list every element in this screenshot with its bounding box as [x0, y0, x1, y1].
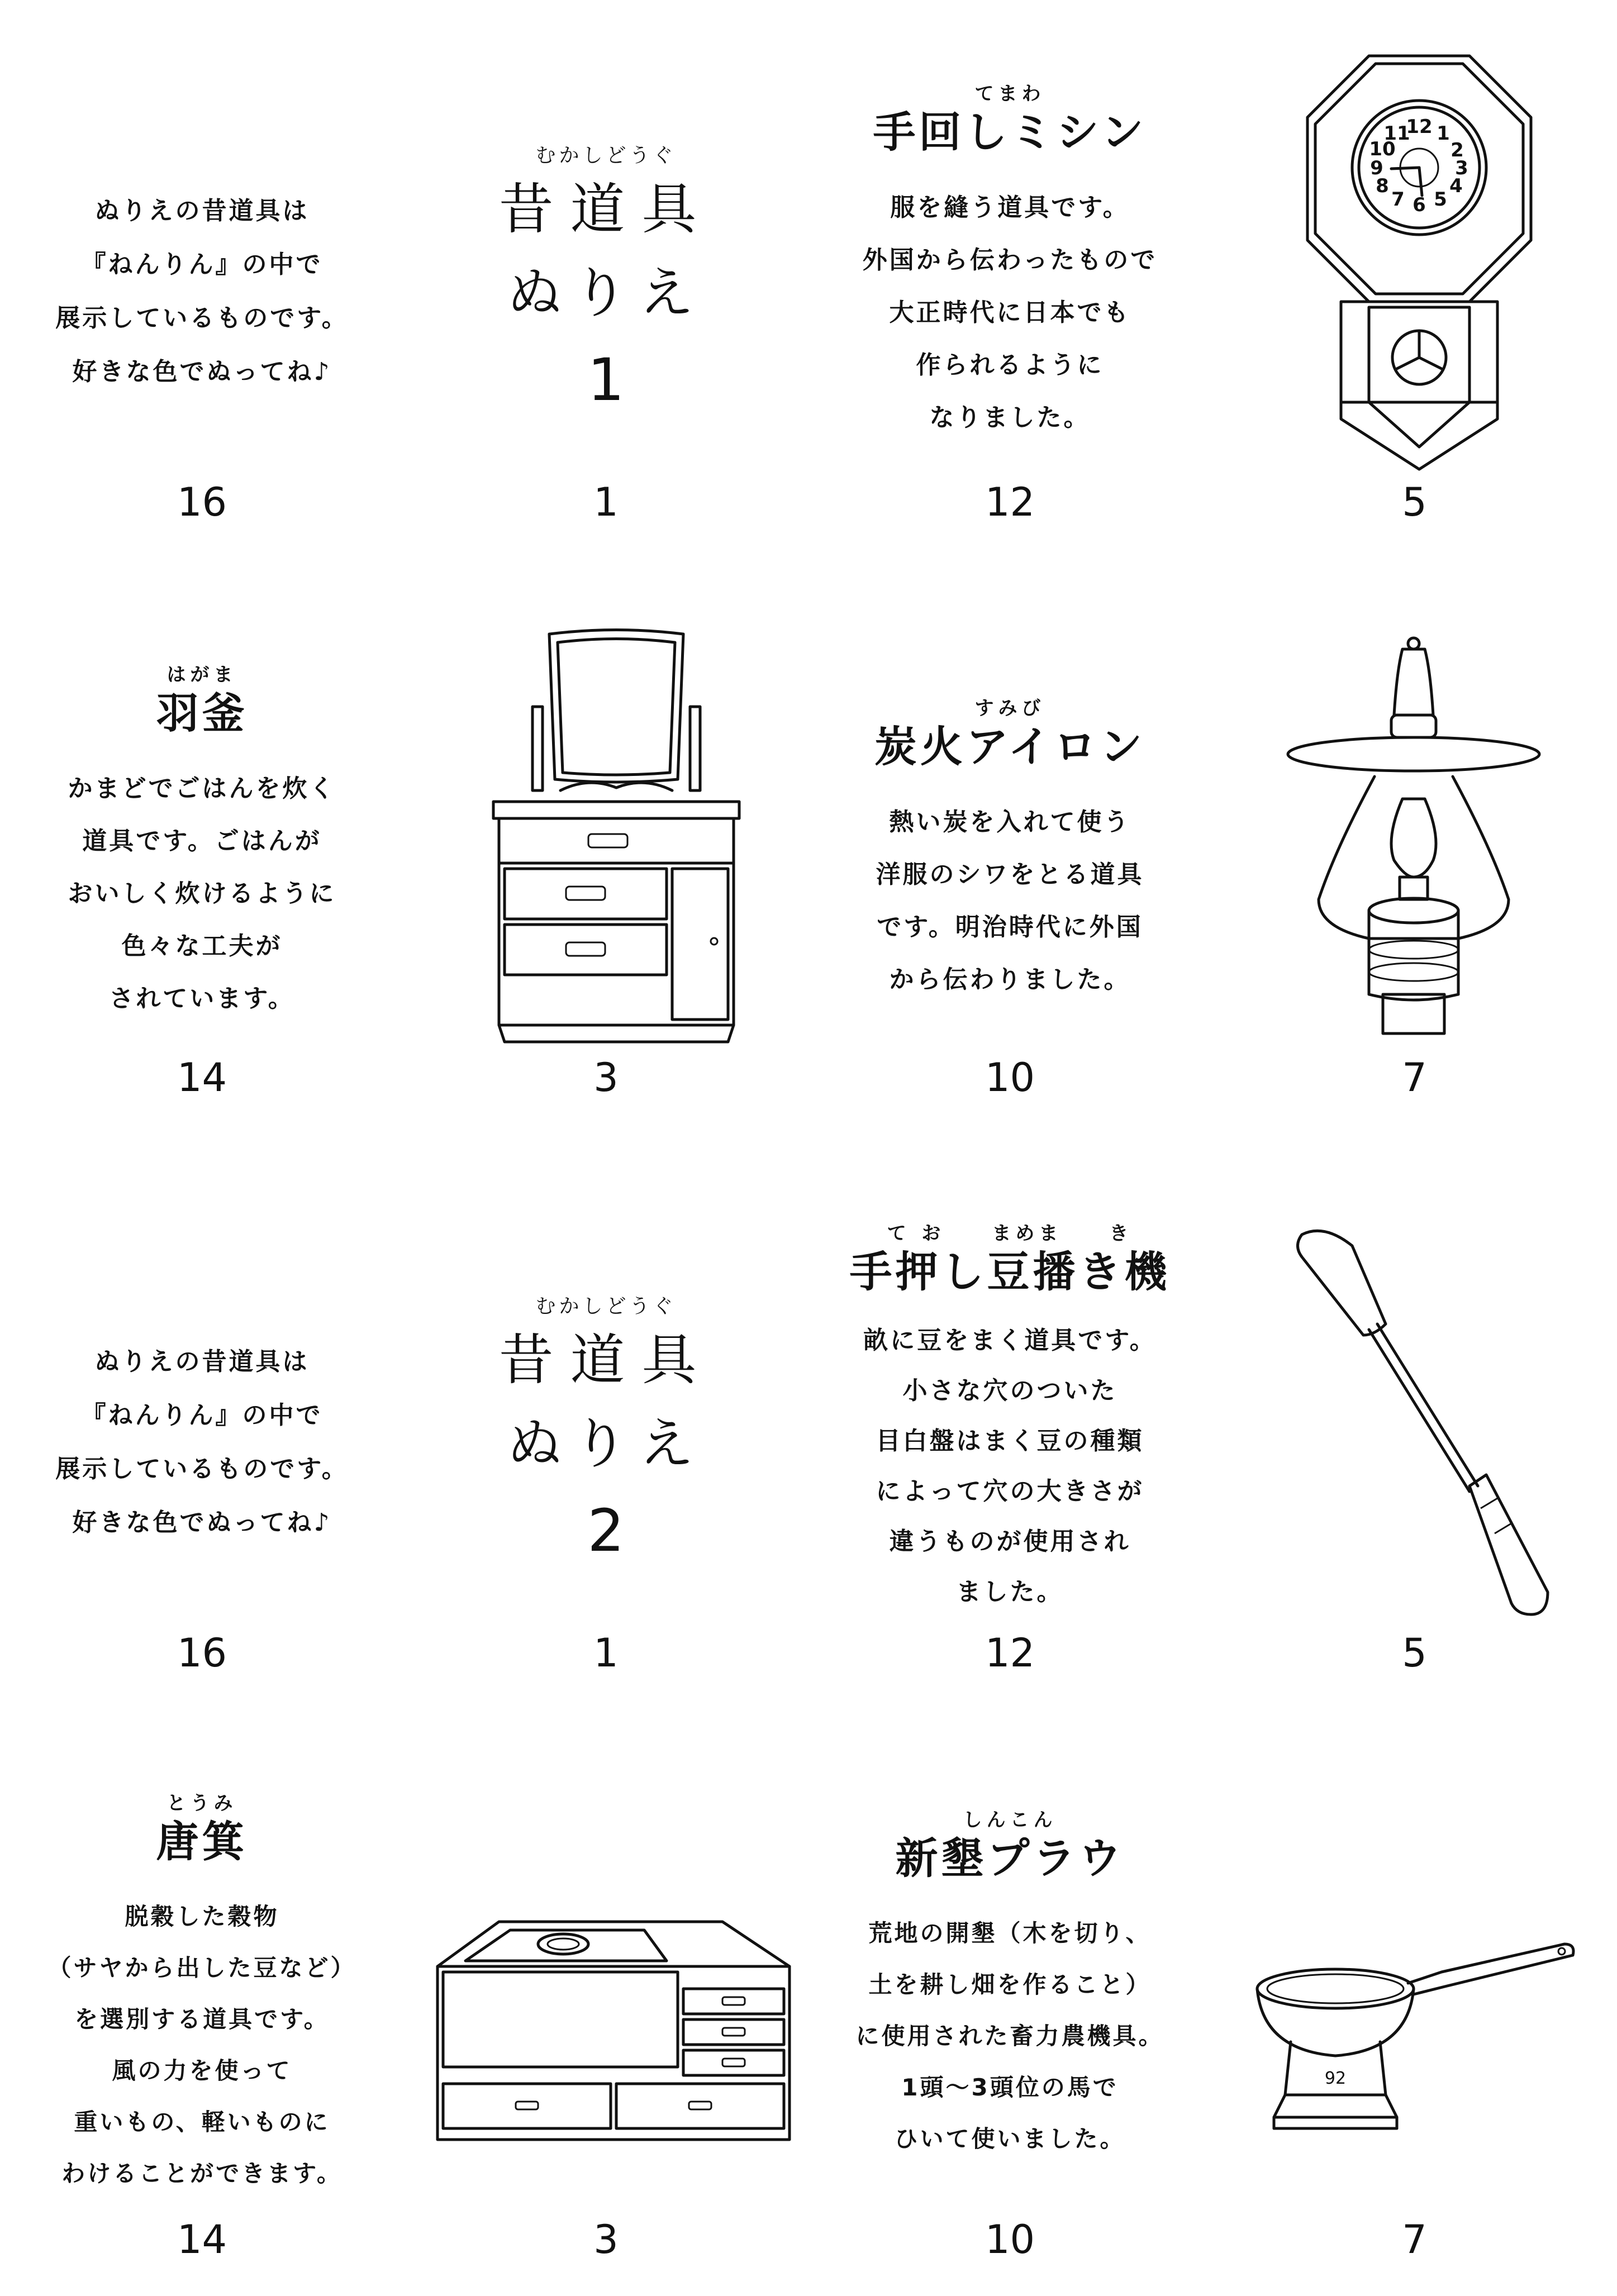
- page-number: 7: [1402, 1055, 1427, 1101]
- cover-title: 昔道具: [498, 1328, 714, 1392]
- clock-numeral: 9: [1370, 157, 1383, 179]
- intro-line: 展示しているものです。: [55, 1455, 349, 1483]
- intro-line: 好きな色でぬってね♪: [72, 358, 332, 386]
- description-line: によって穴の大きさが: [876, 1477, 1144, 1506]
- description-line: を選別する道具です。: [74, 2006, 330, 2033]
- item-title: 手押し豆播き機: [849, 1247, 1171, 1297]
- item-panel-mishin: [808, 0, 1212, 570]
- description-line: 土を耕し畑を作ること）: [868, 1971, 1152, 1998]
- item-description: [0, 1891, 404, 2199]
- description-line: されています。: [109, 984, 295, 1013]
- row-3: [0, 1151, 1617, 1721]
- cover-number: 2: [587, 1497, 625, 1565]
- description-line: 重いもの、軽いものに: [74, 2108, 330, 2136]
- clock-numeral: 8: [1376, 175, 1389, 197]
- item-title: 手回しミシン: [873, 107, 1147, 157]
- intro-panel: [0, 1151, 404, 1721]
- description-line: 目白盤はまく豆の種類: [876, 1427, 1144, 1455]
- page-number: 7: [1402, 2217, 1427, 2262]
- description-line: から伝わりました。: [889, 965, 1131, 994]
- item-description: [808, 182, 1212, 444]
- item-text: [0, 659, 404, 1025]
- oil-lamp-illustration: [1285, 637, 1542, 1039]
- item-panel-seeder: [808, 1151, 1212, 1721]
- cover-title: 昔道具: [498, 178, 714, 241]
- intro-line: ぬりえの昔道具は: [94, 197, 310, 225]
- description-line: 道具です。ごはんが: [82, 827, 322, 855]
- description-line: ひいて使いました。: [894, 2125, 1126, 2152]
- handled-pot-illustration: [1252, 1933, 1587, 2134]
- description-line: 外国から伝わったもので: [862, 246, 1158, 274]
- item-title: 炭火アイロン: [874, 722, 1146, 771]
- cover-panel: [404, 1151, 808, 1721]
- item-text: [808, 1804, 1212, 2165]
- illustration-panel-dresser: [404, 575, 808, 1145]
- page-number: 3: [593, 2217, 619, 2262]
- hand-trowel-illustration: [1291, 1223, 1559, 1626]
- description-line: 違うものが使用され: [889, 1527, 1131, 1556]
- description-line: かまどでごはんを炊く: [68, 774, 336, 803]
- clock-numeral: 4: [1449, 175, 1463, 197]
- description-line: （サヤから出した豆など）: [47, 1954, 356, 1981]
- item-description: [808, 796, 1212, 1006]
- item-description: [808, 1908, 1212, 2165]
- intro-line: ぬりえの昔道具は: [94, 1347, 310, 1376]
- page-number: 5: [1402, 1630, 1427, 1676]
- page-number: 10: [985, 1055, 1035, 1101]
- furigana: てまわ: [974, 83, 1045, 105]
- mirror-dresser-illustration: [488, 628, 745, 1047]
- page-number: 5: [1402, 479, 1427, 525]
- item-title: 新墾プラウ: [895, 1833, 1125, 1883]
- description-line: 洋服のシワをとる道具: [876, 860, 1144, 889]
- cover-number: 1: [587, 346, 625, 414]
- clock-numeral: 5: [1434, 188, 1447, 211]
- illustration-panel-trowel: [1212, 1151, 1616, 1721]
- intro-text: [0, 184, 404, 399]
- page-number: 12: [985, 1630, 1035, 1676]
- description-line: 熱い炭を入れて使う: [889, 808, 1131, 836]
- intro-line: 『ねんりん』の中で: [81, 1401, 323, 1430]
- illustration-panel-pan: [1212, 1726, 1616, 2296]
- page-number: 16: [177, 479, 227, 525]
- furigana: とうみ: [167, 1792, 237, 1814]
- intro-text: [0, 1335, 404, 1550]
- description-line: 色々な工夫が: [121, 932, 283, 960]
- intro-line: 好きな色でぬってね♪: [72, 1508, 332, 1537]
- row-2: [0, 575, 1617, 1145]
- item-title: 唐箕: [156, 1817, 248, 1866]
- furigana: すみび: [974, 697, 1045, 720]
- furigana: むかしどうぐ: [535, 1295, 677, 1318]
- page-number: 1: [593, 479, 619, 525]
- page-number: 10: [985, 2217, 1035, 2262]
- intro-panel: [0, 0, 404, 570]
- wall-clock-illustration: [1307, 56, 1531, 469]
- furigana: て お まめま き: [887, 1222, 1133, 1245]
- cover-subtitle: ぬりえ: [507, 261, 705, 325]
- cover-subtitle: ぬりえ: [507, 1412, 705, 1476]
- description-line: 服を縫う道具です。: [890, 193, 1130, 222]
- cover-title-block: [404, 140, 808, 422]
- page-number: 1: [593, 1630, 619, 1676]
- description-line: なりました。: [929, 403, 1091, 432]
- furigana: はがま: [167, 664, 237, 686]
- item-panel-plow: [808, 1726, 1212, 2296]
- clock-numeral: 6: [1413, 194, 1426, 216]
- item-description: [808, 1316, 1212, 1617]
- clock-numeral: 7: [1391, 188, 1405, 211]
- clock-numeral: 1: [1437, 122, 1450, 145]
- description-line: 小さな穴のついた: [902, 1376, 1117, 1405]
- description-line: ました。: [956, 1578, 1064, 1606]
- cover-title-block: [404, 1290, 808, 1573]
- description-line: 脱穀した穀物: [125, 1903, 279, 1930]
- illustration-panel-clock: [1212, 0, 1616, 570]
- page-number: 12: [985, 479, 1035, 525]
- winnowing-machine-illustration: [432, 1911, 801, 2145]
- furigana: しんこん: [963, 1809, 1057, 1831]
- intro-line: 『ねんりん』の中で: [81, 250, 323, 279]
- clock-numeral: 12: [1406, 116, 1433, 138]
- clock-numeral: 10: [1369, 138, 1396, 160]
- item-text: [808, 1218, 1212, 1617]
- row-1: [0, 0, 1617, 570]
- clock-numeral: 2: [1450, 139, 1464, 161]
- illustration-panel-toumi: [404, 1726, 808, 2296]
- page-number: 16: [177, 1630, 227, 1676]
- clock-numeral: 11: [1383, 122, 1410, 145]
- page-number: 14: [177, 1055, 227, 1101]
- item-text: [808, 78, 1212, 444]
- description-line: おいしく炊けるように: [68, 879, 336, 908]
- intro-line: 展示しているものです。: [55, 304, 349, 332]
- item-panel-hagama: [0, 575, 404, 1145]
- description-line: 荒地の開墾（木を切り、: [868, 1919, 1152, 1947]
- description-line: です。明治時代に外国: [877, 913, 1143, 941]
- item-description: [0, 763, 404, 1025]
- description-line: 風の力を使って: [112, 2057, 292, 2084]
- item-text: [808, 693, 1212, 1006]
- page-number: 14: [177, 2217, 227, 2262]
- clock-numeral: 3: [1455, 157, 1468, 179]
- item-title: 羽釜: [156, 688, 248, 738]
- description-line: 作られるように: [916, 351, 1104, 379]
- row-4: [0, 1726, 1617, 2296]
- pan-stamp: 92: [1324, 2069, 1347, 2088]
- description-line: 大正時代に日本でも: [889, 298, 1131, 327]
- description-line: わけることができます。: [61, 2160, 343, 2187]
- item-panel-toumi: [0, 1726, 404, 2296]
- item-text: [0, 1788, 404, 2199]
- furigana: むかしどうぐ: [535, 144, 677, 167]
- description-line: 畝に豆をまく道具です。: [863, 1326, 1157, 1355]
- item-panel-iron: [808, 575, 1212, 1145]
- page-number: 3: [593, 1055, 619, 1101]
- description-line: に使用された畜力農機具。: [855, 2022, 1164, 2050]
- description-line: 1頭～3頭位の馬で: [901, 2074, 1119, 2101]
- cover-panel: [404, 0, 808, 570]
- illustration-panel-lamp: [1212, 575, 1616, 1145]
